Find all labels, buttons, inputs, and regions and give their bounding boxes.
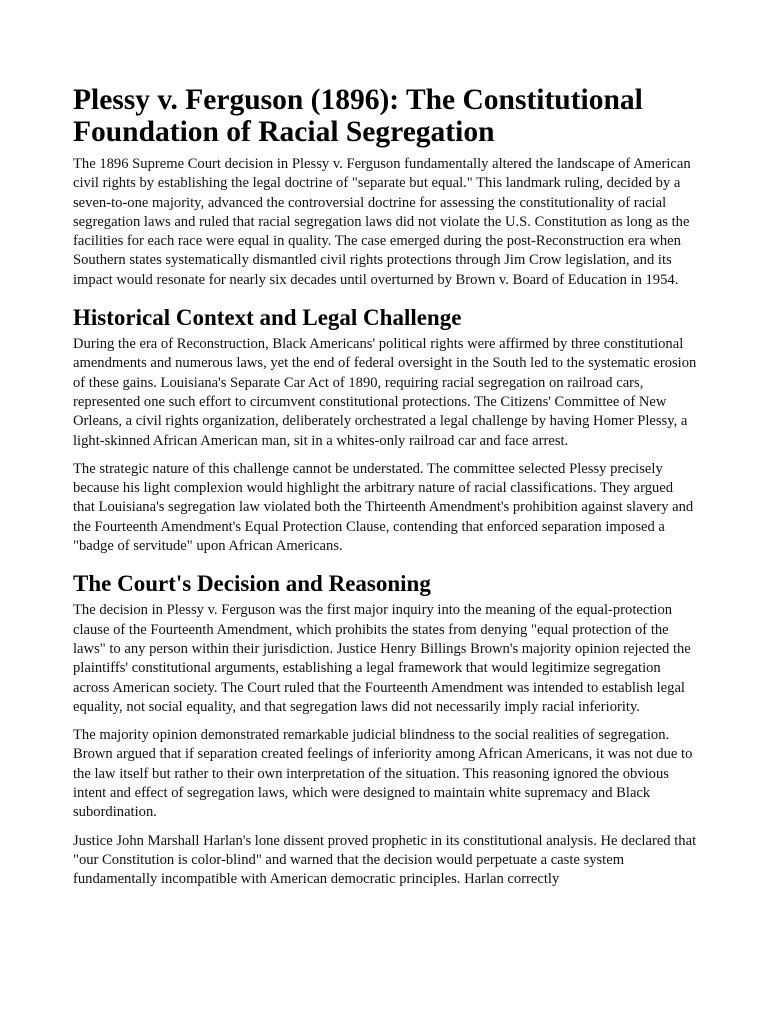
document-page: [73, 84, 697, 899]
section-paragraph: The decision in Plessy v. Ferguson was the first major inquiry into the meaning of the equal-protection clause of the Fourteenth Amendment, which prohibits the states from denying "equal protection of the laws" to any person within their jurisdiction. Justice Henry Billings Brown's majority opinion rejected the plaintiffs' constitutional arguments, establishing a legal framework that would legitimize segregation across American society. The Court ruled that the Fourteenth Amendment was intended to establish legal equality, not social equality, and that segregation laws did not necessarily imply racial inferiority.: [73, 602, 691, 715]
section-heading-historical-context: Historical Context and Legal Challenge: [73, 305, 462, 331]
section-paragraph: The strategic nature of this challenge cannot be understated. The committee selected Plessy precisely because his light complexion would highlight the arbitrary nature of racial classifications. They argued that Louisiana's segregation law violated both the Thirteenth Amendment's prohibition against slavery and the Fourteenth Amendment's Equal Protection Clause, contending that enforced separation imposed a "badge of servitude" upon African Americans.: [73, 460, 694, 555]
section-paragraph: Justice John Marshall Harlan's lone dissent proved prophetic in its constitutional analysis. He declared that "our Constitution is color-blind" and warned that the decision would perpetuate a caste system fundamentally incompatible with American democratic principles. Harlan correctly: [73, 832, 697, 888]
page-title: Plessy v. Ferguson (1896): The Constitutional Foundation of Racial Segregation: [73, 84, 643, 148]
intro-paragraph: The 1896 Supreme Court decision in Plessy v. Ferguson fundamentally altered the landscape of American civil rights by establishing the legal doctrine of "separate but equal." This landmark ruling, decided by a seven-to-one majority, advanced the controversial doctrine for assessing the constitutionality of racial segregation laws and ruled that racial segregation laws did not violate the U.S. Constitution as long as the facilities for each race were equal in quality. The case emerged during the post-Reconstruction era when Southern states systematically dismantled civil rights protections through Jim Crow legislation, and its impact would resonate for nearly six decades until overturned by Brown v. Board of Education in 1954.: [73, 156, 691, 288]
section-paragraph: The majority opinion demonstrated remarkable judicial blindness to the social realities of segregation. Brown argued that if separation created feelings of inferiority among African Americans, it was not due to the law itself but rather to their own interpretation of the situation. This reasoning ignored the obvious intent and effect of segregation laws, which were designed to maintain white supremacy and Black subordination.: [73, 727, 693, 821]
section-paragraph: During the era of Reconstruction, Black Americans' political rights were affirmed by three constitutional amendments and numerous laws, yet the end of federal oversight in the South led to the systematic erosion of these gains. Louisiana's Separate Car Act of 1890, requiring racial segregation on railroad cars, represented one such effort to circumvent constitutional protections. The Citizens' Committee of New Orleans, a civil rights organization, deliberately orchestrated a legal challenge by having Homer Plessy, a light-skinned African American man, sit in a whites-only railroad car and face arrest.: [73, 336, 697, 449]
section-heading-court-decision: The Court's Decision and Reasoning: [73, 571, 431, 597]
